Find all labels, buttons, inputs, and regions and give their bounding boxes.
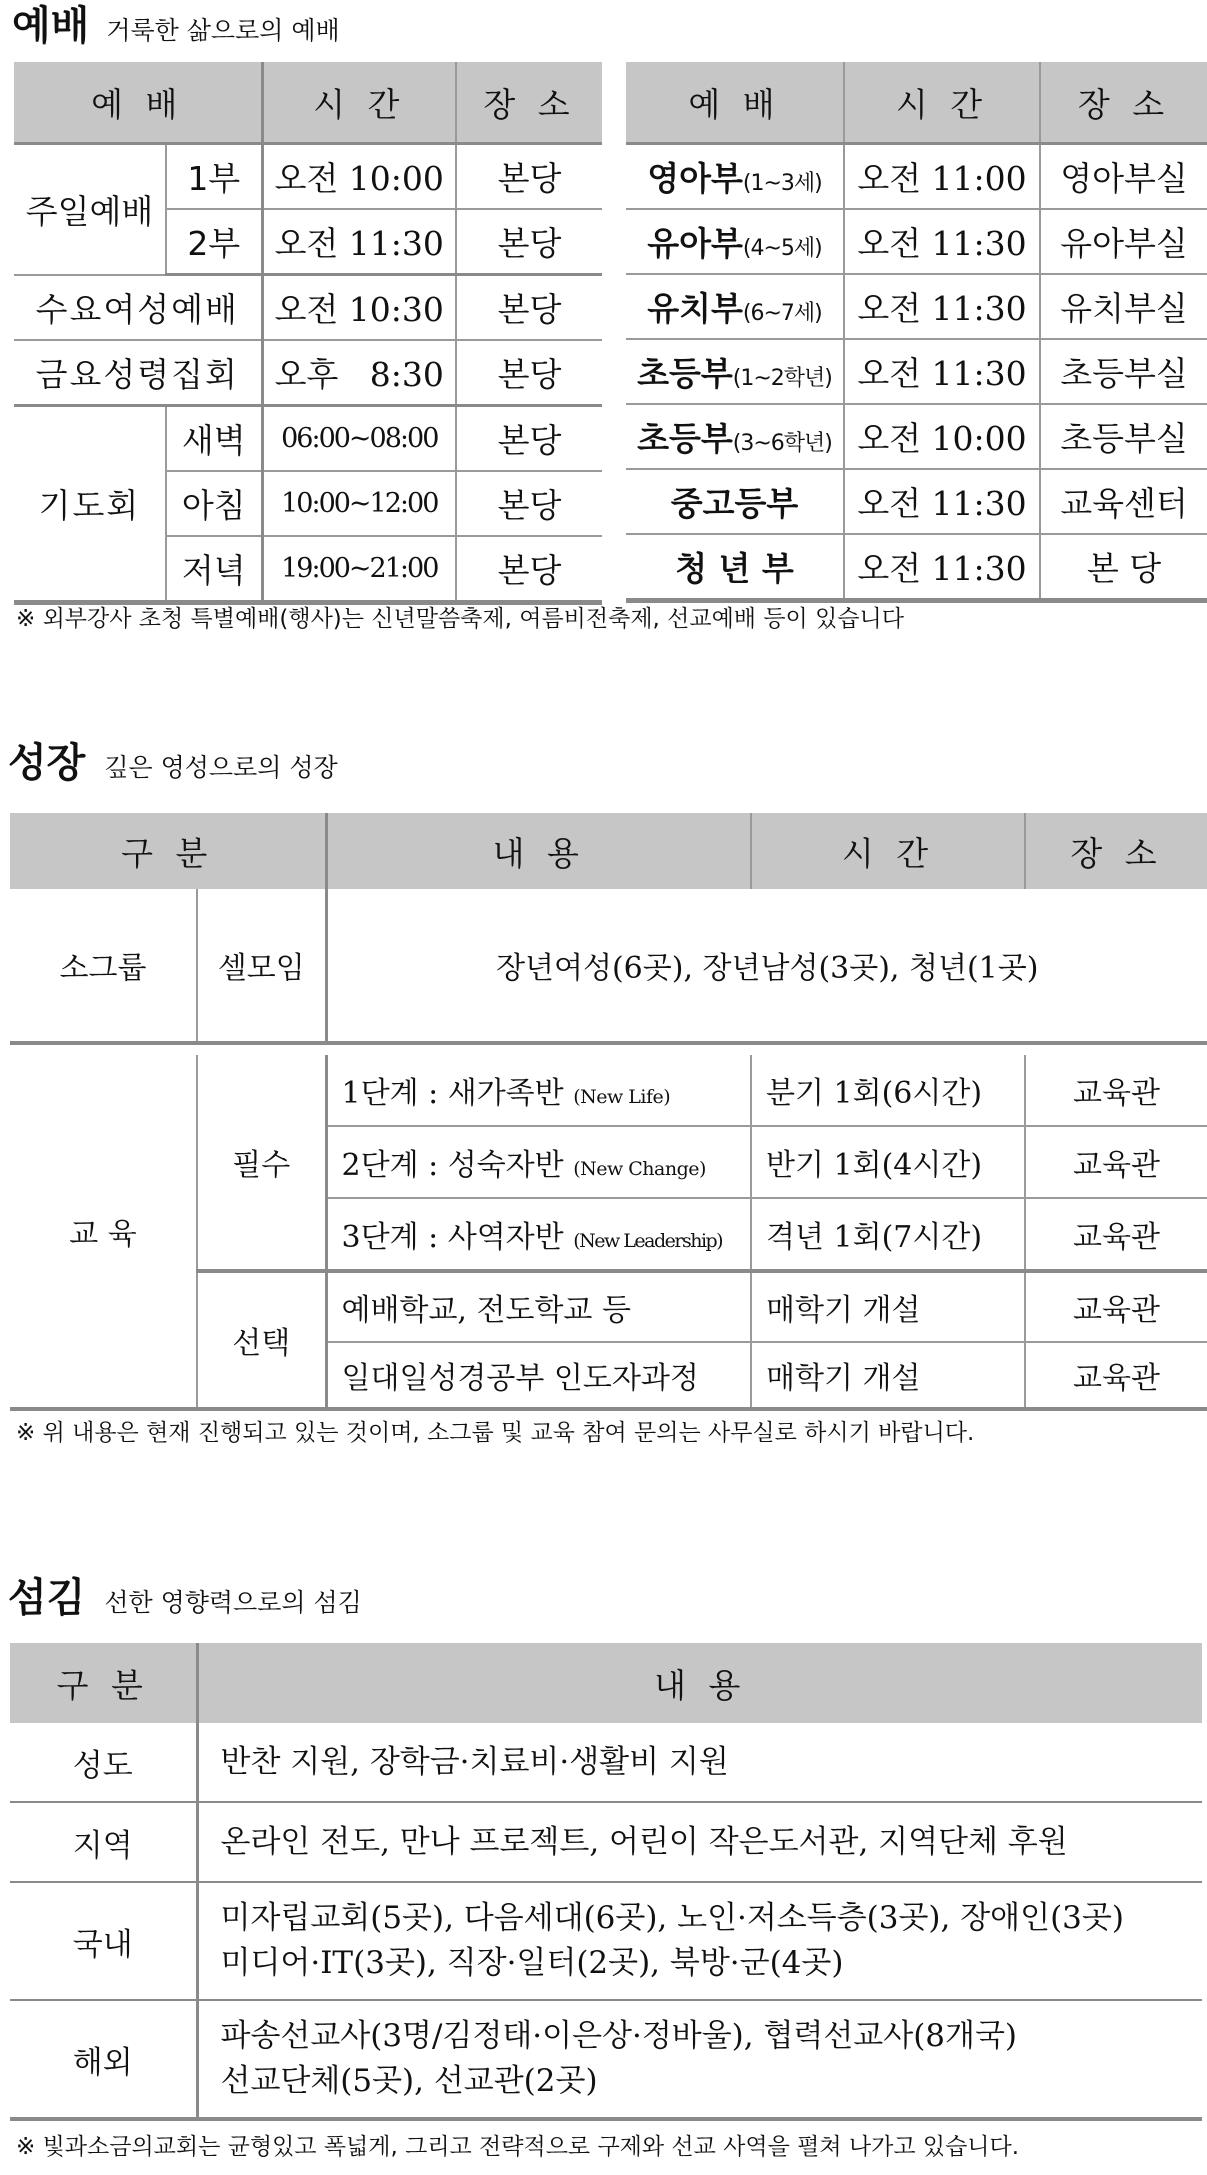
optional-content-1: 예배학교, 전도학교 등 (326, 1271, 751, 1342)
dept-time: 오전 10:00 (844, 404, 1040, 469)
required-place-3: 교육관 (1025, 1198, 1207, 1271)
serve-content-line: 파송선교사(3명/김정태·이은상·정바울), 협력선교사(8개국) (220, 2018, 1017, 2055)
sunday-place-2: 본당 (456, 209, 602, 275)
prayer-part-1: 새벽 (166, 406, 262, 472)
wednesday-time: 오전 10:30 (262, 275, 456, 341)
serve-content-line: 미자립교회(5곳), 다음세대(6곳), 노인·저소득층(3곳), 장애인(3곳) (220, 1900, 1124, 1937)
serve-label: 해외 (10, 2000, 197, 2119)
dept-row (626, 339, 1207, 404)
prayer-label: 기도회 (14, 406, 166, 603)
dept-name: 초등부 (637, 354, 733, 393)
dept-name: 청 년 부 (675, 549, 794, 588)
required-time-3: 격년 1회(7시간) (751, 1198, 1025, 1271)
serve-title: 섬김 (8, 1575, 86, 1621)
serve-label: 국내 (10, 1882, 197, 2000)
dept-row (626, 534, 1207, 601)
worship-main-table (14, 62, 602, 605)
serve-row (10, 2000, 1202, 2119)
wednesday-label: 수요여성예배 (14, 275, 262, 341)
growth-section-header (8, 740, 338, 786)
serve-content-line: 반찬 지원, 장학금·치료비·생활비 지원 (220, 1743, 729, 1780)
sunday-time-1: 오전 10:00 (262, 144, 456, 210)
serve-row (10, 1802, 1202, 1882)
education-label: 교 육 (10, 1055, 197, 1409)
header-worship: 예 배 (14, 62, 262, 144)
dept-name: 중고등부 (670, 484, 799, 523)
serve-content-line: 미디어·IT(3곳), 직장·일터(2곳), 북방·군(4곳) (220, 1945, 844, 1981)
serve-header-category: 구 분 (10, 1643, 197, 1723)
serve-note: ※ 빛과소금의교회는 균형있고 폭넓게, 그리고 전략적으로 구제와 선교 사역을 펼쳐 나가고 있습니다. (16, 2134, 1020, 2160)
friday-label: 금요성령집회 (14, 340, 262, 406)
dept-time: 오전 11:30 (844, 274, 1040, 339)
optional-content-2: 일대일성경공부 인도자과정 (326, 1342, 751, 1409)
header-place: 장 소 (456, 62, 602, 144)
prayer-part-2: 아침 (166, 471, 262, 536)
prayer-time-3: 19:00~21:00 (262, 536, 456, 603)
header-time: 시 간 (262, 62, 456, 144)
dept-name-cell (626, 209, 844, 274)
growth-header-place: 장 소 (1025, 813, 1207, 889)
smallgroup-label: 소그룹 (10, 889, 197, 1043)
dept-name-cell (626, 274, 844, 339)
prayer-place-2: 본당 (456, 471, 602, 536)
prayer-place-3: 본당 (456, 536, 602, 603)
dept-row (626, 209, 1207, 274)
dept-time: 오전 11:30 (844, 534, 1040, 601)
required-content-1: 1단계 : 새가족반 (New Life) (326, 1055, 751, 1126)
sunday-part-1: 1부 (166, 144, 262, 210)
friday-time: 오후 8:30 (262, 340, 456, 406)
dept-row (626, 144, 1207, 210)
dept-name-cell (626, 469, 844, 534)
header-dept-time: 시 간 (844, 62, 1040, 144)
dept-age: (1~3세) (742, 171, 822, 196)
dept-name: 유치부 (647, 289, 743, 328)
growth-header-time: 시 간 (751, 813, 1025, 889)
serve-content (197, 1723, 1202, 1802)
serve-row (10, 1882, 1202, 2000)
optional-place-2: 교육관 (1025, 1342, 1207, 1409)
serve-header-content: 내 용 (197, 1643, 1202, 1723)
worship-title: 예배 (12, 3, 90, 49)
dept-name: 초등부 (637, 419, 733, 458)
dept-row (626, 469, 1207, 534)
required-time-2: 반기 1회(4시간) (751, 1126, 1025, 1198)
growth-note: ※ 위 내용은 현재 진행되고 있는 것이며, 소그룹 및 교육 참여 문의는 사무실로 하시기 바랍니다. (16, 1420, 975, 1446)
dept-age: (1~2학년) (732, 366, 832, 391)
sunday-part-2: 2부 (166, 209, 262, 275)
dept-age: (6~7세) (742, 301, 822, 326)
dept-place: 영아부실 (1040, 144, 1207, 210)
growth-header-category: 구 분 (10, 813, 326, 889)
dept-name: 유아부 (647, 224, 743, 263)
prayer-time-1: 06:00~08:00 (262, 406, 456, 472)
dept-place: 초등부실 (1040, 339, 1207, 404)
optional-label: 선택 (197, 1271, 326, 1409)
prayer-place-1: 본당 (456, 406, 602, 472)
dept-time: 오전 11:00 (844, 144, 1040, 210)
sunday-label: 주일예배 (14, 144, 166, 275)
dept-name: 영아부 (647, 159, 743, 198)
dept-time: 오전 11:30 (844, 469, 1040, 534)
optional-time-1: 매학기 개설 (751, 1271, 1025, 1342)
required-place-2: 교육관 (1025, 1126, 1207, 1198)
friday-place: 본당 (456, 340, 602, 406)
sunday-place-1: 본당 (456, 144, 602, 210)
required-content-3: 3단계 : 사역자반 (New Leadership) (326, 1198, 751, 1271)
worship-subtitle: 거룩한 삶으로의 예배 (106, 16, 340, 45)
required-label: 필수 (197, 1055, 326, 1271)
optional-time-2: 매학기 개설 (751, 1342, 1025, 1409)
optional-place-1: 교육관 (1025, 1271, 1207, 1342)
required-content-2: 2단계 : 성숙자반 (New Change) (326, 1126, 751, 1198)
dept-name-cell (626, 404, 844, 469)
serve-table (10, 1643, 1202, 2121)
serve-content (197, 1882, 1202, 2000)
dept-time: 오전 11:30 (844, 339, 1040, 404)
smallgroup-sub: 셀모임 (197, 889, 326, 1043)
serve-subtitle: 선한 영향력으로의 섬김 (104, 1588, 362, 1617)
serve-section-header (8, 1575, 362, 1621)
smallgroup-content: 장년여성(6곳), 장년남성(3곳), 청년(1곳) (326, 889, 1207, 1043)
prayer-part-3: 저녁 (166, 536, 262, 603)
sunday-time-2: 오전 11:30 (262, 209, 456, 275)
prayer-time-2: 10:00~12:00 (262, 471, 456, 536)
dept-place: 유치부실 (1040, 274, 1207, 339)
serve-content-line: 온라인 전도, 만나 프로젝트, 어린이 작은도서관, 지역단체 후원 (220, 1823, 1068, 1860)
dept-row (626, 274, 1207, 339)
serve-row (10, 1723, 1202, 1802)
worship-section-header (12, 3, 340, 49)
serve-content-line: 선교단체(5곳), 선교관(2곳) (220, 2063, 598, 2099)
wednesday-place: 본당 (456, 275, 602, 341)
dept-place: 본 당 (1040, 534, 1207, 601)
growth-header-content: 내 용 (326, 813, 751, 889)
dept-time: 오전 11:30 (844, 209, 1040, 274)
dept-age: (3~6학년) (732, 431, 832, 456)
growth-subtitle: 깊은 영성으로의 성장 (104, 753, 338, 782)
header-dept-place: 장 소 (1040, 62, 1207, 144)
growth-table (10, 813, 1207, 1411)
worship-note: ※ 외부강사 초청 특별예배(행사)는 신년말씀축제, 여름비전축제, 선교예배 등이 있습니다 (16, 606, 904, 632)
worship-dept-table (626, 62, 1207, 603)
dept-name-cell (626, 339, 844, 404)
serve-content (197, 2000, 1202, 2119)
serve-label: 지역 (10, 1802, 197, 1882)
dept-age: (4~5세) (742, 236, 822, 261)
header-dept-worship: 예 배 (626, 62, 844, 144)
required-time-1: 분기 1회(6시간) (751, 1055, 1025, 1126)
dept-place: 초등부실 (1040, 404, 1207, 469)
dept-place: 유아부실 (1040, 209, 1207, 274)
growth-title: 성장 (8, 740, 86, 786)
serve-content (197, 1802, 1202, 1882)
dept-row (626, 404, 1207, 469)
dept-place: 교육센터 (1040, 469, 1207, 534)
dept-name-cell (626, 144, 844, 210)
serve-label: 성도 (10, 1723, 197, 1802)
required-place-1: 교육관 (1025, 1055, 1207, 1126)
dept-name-cell (626, 534, 844, 601)
